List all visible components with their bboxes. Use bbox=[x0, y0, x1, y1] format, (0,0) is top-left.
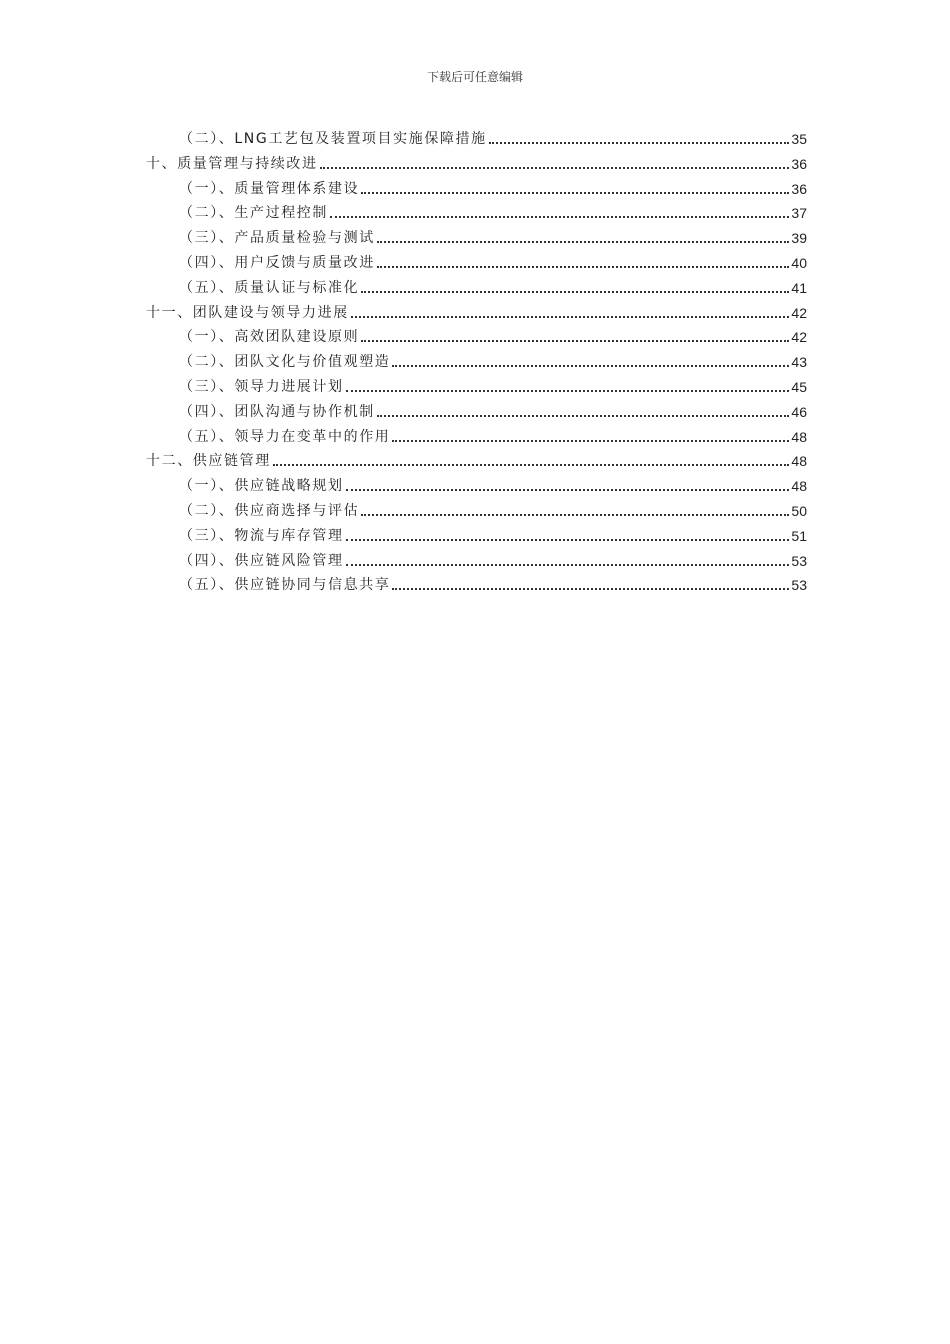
toc-section-entry[interactable] bbox=[179, 572, 807, 594]
toc-page-number: 42 bbox=[791, 304, 807, 321]
toc-dot-leader bbox=[392, 440, 789, 442]
toc-page-number: 42 bbox=[791, 329, 807, 346]
toc-dot-leader bbox=[320, 167, 790, 169]
toc-entry-title: （二）、LNG工艺包及装置项目实施保障措施 bbox=[179, 131, 487, 147]
toc-section-entry[interactable] bbox=[179, 126, 807, 148]
toc-section-entry[interactable] bbox=[179, 424, 807, 446]
toc-entry-title: （三）、物流与库存管理 bbox=[179, 527, 344, 544]
toc-dot-leader bbox=[351, 316, 790, 318]
toc-dot-leader bbox=[489, 142, 790, 144]
toc-entry-title: （五）、领导力在变革中的作用 bbox=[179, 428, 391, 445]
toc-chapter-entry[interactable] bbox=[146, 300, 807, 322]
toc-page-number: 51 bbox=[791, 527, 807, 544]
toc-chapter-entry[interactable] bbox=[146, 448, 807, 470]
toc-page-number: 39 bbox=[791, 230, 807, 247]
toc-entry-title: （五）、质量认证与标准化 bbox=[179, 279, 360, 296]
toc-entry-title: （三）、产品质量检验与测试 bbox=[179, 230, 375, 247]
toc-page-number: 48 bbox=[791, 428, 807, 445]
toc-page-number: 46 bbox=[791, 403, 807, 420]
toc-dot-leader bbox=[361, 514, 789, 516]
toc-page-number: 45 bbox=[791, 379, 807, 395]
toc-page-number: 40 bbox=[791, 255, 807, 271]
toc-dot-leader bbox=[361, 340, 789, 342]
toc-entry-title: 十、质量管理与持续改进 bbox=[146, 155, 318, 172]
toc-dot-leader bbox=[377, 241, 790, 243]
toc-dot-leader bbox=[346, 564, 790, 566]
toc-page-number: 48 bbox=[791, 453, 807, 470]
toc-dot-leader bbox=[330, 216, 789, 218]
toc-section-entry[interactable] bbox=[179, 176, 807, 198]
toc-page-number: 41 bbox=[791, 279, 807, 296]
toc-section-entry[interactable] bbox=[179, 349, 807, 371]
toc-page-number: 36 bbox=[791, 155, 807, 172]
toc-dot-leader bbox=[377, 266, 790, 268]
toc-page-number: 50 bbox=[791, 503, 807, 519]
page-header: 下载后可任意编辑 bbox=[426, 70, 523, 84]
toc-section-entry[interactable] bbox=[179, 374, 807, 396]
toc-dot-leader bbox=[361, 192, 789, 194]
toc-entry-title: （一）、高效团队建设原则 bbox=[179, 329, 360, 346]
toc-page-number: 43 bbox=[791, 354, 807, 371]
toc-section-entry[interactable] bbox=[179, 399, 807, 421]
toc-dot-leader bbox=[377, 415, 790, 417]
toc-section-entry[interactable] bbox=[179, 324, 807, 346]
toc-entry-title: （二）、供应商选择与评估 bbox=[179, 503, 360, 519]
toc-page-number: 35 bbox=[791, 131, 807, 147]
toc-entry-title: （三）、领导力进展计划 bbox=[179, 379, 344, 395]
toc-dot-leader bbox=[361, 291, 789, 293]
toc-page-number: 48 bbox=[791, 478, 807, 495]
toc-section-entry[interactable] bbox=[179, 250, 807, 272]
toc-entry-title: （一）、供应链战略规划 bbox=[179, 478, 344, 495]
toc-entry-title: （二）、生产过程控制 bbox=[179, 205, 328, 222]
toc-section-entry[interactable] bbox=[179, 275, 807, 297]
toc-section-entry[interactable] bbox=[179, 548, 807, 570]
toc-section-entry[interactable] bbox=[179, 225, 807, 247]
toc-page-number: 53 bbox=[791, 577, 807, 594]
toc-entry-title: （四）、供应链风险管理 bbox=[179, 552, 344, 569]
toc-section-entry[interactable] bbox=[179, 473, 807, 495]
toc-entry-title: （四）、团队沟通与协作机制 bbox=[179, 403, 375, 420]
toc-entry-title: （四）、用户反馈与质量改进 bbox=[179, 255, 375, 271]
toc-page-number: 37 bbox=[791, 205, 807, 222]
toc-page-number: 53 bbox=[791, 552, 807, 569]
toc-entry-title: （一）、质量管理体系建设 bbox=[179, 180, 360, 197]
toc-section-entry[interactable] bbox=[179, 523, 807, 545]
toc-entry-title: （五）、供应链协同与信息共享 bbox=[179, 577, 391, 594]
toc-dot-leader bbox=[273, 464, 790, 466]
toc-page-number: 36 bbox=[791, 180, 807, 197]
toc-dot-leader bbox=[346, 489, 790, 491]
toc-chapter-entry[interactable] bbox=[146, 151, 807, 173]
toc-section-entry[interactable] bbox=[179, 200, 807, 222]
toc-entry-title: 十一、团队建设与领导力进展 bbox=[146, 304, 349, 321]
toc-dot-leader bbox=[392, 588, 789, 590]
toc-entry-title: （二）、团队文化与价值观塑造 bbox=[179, 354, 391, 371]
toc-section-entry[interactable] bbox=[179, 498, 807, 520]
toc-dot-leader bbox=[392, 365, 789, 367]
toc-dot-leader bbox=[346, 390, 790, 392]
toc-dot-leader bbox=[346, 539, 790, 541]
toc-entry-title: 十二、供应链管理 bbox=[146, 453, 271, 470]
